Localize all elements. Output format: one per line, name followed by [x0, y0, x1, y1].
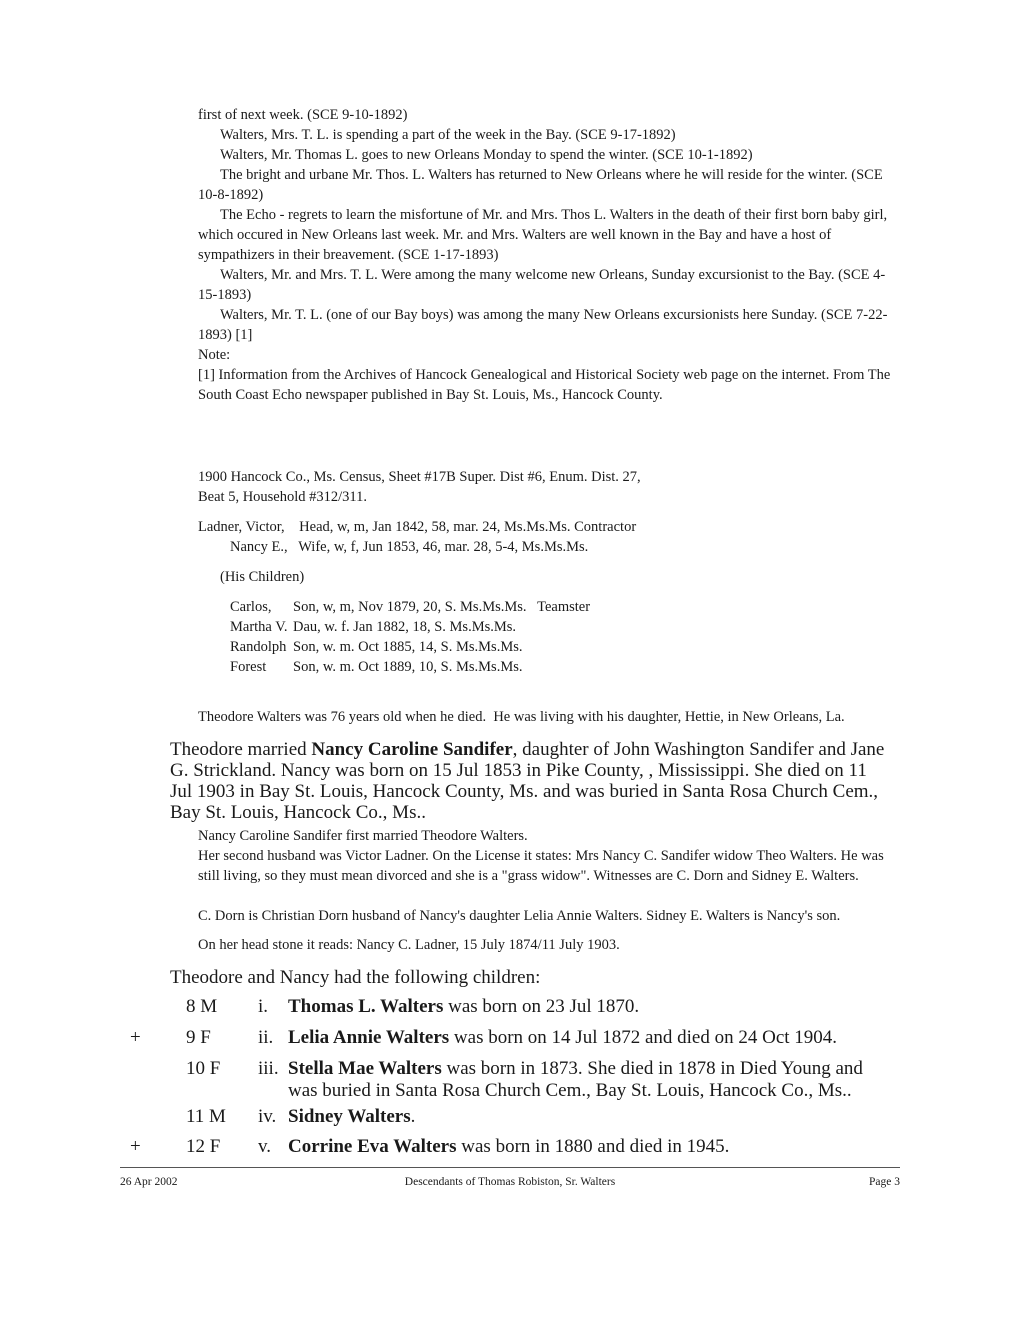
child-text [288, 1058, 878, 1102]
child-details: was born in 1873. She died in 1878 in Died Young and was buried in Santa Rosa Church Cem., Bay St. Louis, Hancock Co., Ms.. [288, 1058, 863, 1101]
child-name: Stella Mae Walters [288, 1058, 442, 1079]
note-line: Walters, Mr. and Mrs. T. L. Were among the many welcome new Orleans, Sunday excursionist to the Bay. (SCE 4-15-1893) [198, 267, 886, 303]
child-text [288, 996, 878, 1018]
spouse-note: C. Dorn is Christian Dorn husband of Nancy's daughter Lelia Annie Walters. Sidney E. Walters is Nancy's son. [198, 908, 841, 924]
marriage-details: , daughter of John Washington Sandifer and Jane G. Strickland. Nancy was born on 15 Jul 1853 in Pike County, , Mississippi. She died on 11 Jul 1903 in Bay St. Louis, Hancock County, Ms. and was buried in Santa Rosa Church Cem., Bay St. Louis, Hancock Co., Ms.. [170, 739, 885, 823]
child-entry [0, 1058, 1000, 1102]
child-entry [0, 1106, 1000, 1130]
child-text [288, 1136, 878, 1158]
footer-title: Descendants of Thomas Robiston, Sr. Walters [404, 1176, 616, 1188]
census-heading: 1900 Hancock Co., Ms. Census, Sheet #17B Super. Dist #6, Enum. Dist. 27, Beat 5, Household #312/311. [198, 469, 641, 505]
death-note: Theodore Walters was 76 years old when he died. He was living with his daughter, Hettie, in New Orleans, La. [198, 709, 845, 725]
census-child-row [230, 657, 830, 677]
child-roman: v. [258, 1136, 272, 1157]
child-roman: iii. [258, 1058, 279, 1079]
child-name: Sidney Walters [288, 1106, 411, 1127]
note-label: Note: [198, 347, 231, 363]
footer-date: 26 Apr 2002 [120, 1176, 178, 1188]
child-number: 9 F [186, 1027, 211, 1048]
census-wife: Nancy E., Wife, w, f, Jun 1853, 46, mar. 28, 5-4, Ms.Ms.Ms. [230, 539, 589, 555]
marriage-paragraph [170, 739, 890, 823]
census-child-row [230, 637, 830, 657]
note-line: The Echo - regrets to learn the misfortune of Mr. and Mrs. Thos L. Walters in the death of their first born baby girl, which occured in New Orleans last week. Mr. and Mrs. Walters are well known in the Bay and have a host of sympathizers in their breavement. (SCE 1-17-1893) [198, 207, 888, 263]
child-roman: ii. [258, 1027, 274, 1048]
child-number: 11 M [186, 1106, 226, 1127]
child-number: 10 F [186, 1058, 221, 1079]
child-details: was born in 1880 and died in 1945. [456, 1136, 730, 1157]
note-line: Walters, Mr. Thomas L. goes to new Orleans Monday to spend the winter. (SCE 10-1-1892) [220, 147, 753, 163]
child-details: was born on 23 Jul 1870. [443, 996, 640, 1017]
child-details: was born on 14 Jul 1872 and died on 24 Oct 1904. [449, 1027, 838, 1048]
child-text [288, 1027, 878, 1049]
child-roman: i. [258, 996, 269, 1017]
census-child-info: Son, w. m. Oct 1889, 10, S. Ms.Ms.Ms. [293, 659, 523, 675]
census-child-name: Martha V. [230, 619, 288, 635]
census-child-name: Forest [230, 659, 267, 675]
spouse-name: Nancy Caroline Sandifer [311, 739, 513, 760]
census-child-name: Randolph [230, 639, 287, 655]
children-heading: Theodore and Nancy had the following children: [170, 967, 541, 988]
footnote: [1] Information from the Archives of Hancock Genealogical and Historical Society web page on the internet. From The South Coast Echo newspaper published in Bay St. Louis, Ms., Hancock County. [198, 367, 891, 403]
child-entry [0, 1136, 1000, 1160]
note-line: The bright and urbane Mr. Thos. L. Walters has returned to New Orleans where he will reside for the winter. (SCE 10-8-1892) [198, 167, 883, 203]
census-children-label: (His Children) [220, 569, 305, 585]
census-head-of-household: Ladner, Victor, Head, w, m, Jan 1842, 58, mar. 24, Ms.Ms.Ms. Contractor [198, 519, 637, 535]
footer-page-number: Page 3 [869, 1176, 900, 1188]
descendant-marker: + [130, 1027, 141, 1048]
note-line: first of next week. (SCE 9-10-1892) [198, 107, 408, 123]
child-name: Lelia Annie Walters [288, 1027, 450, 1048]
footer-rule [120, 1167, 900, 1168]
census-child-row [230, 617, 830, 637]
child-name: Thomas L. Walters [288, 996, 444, 1017]
census-child-info: Dau, w. f. Jan 1882, 18, S. Ms.Ms.Ms. [293, 619, 517, 635]
child-number: 8 M [186, 996, 218, 1017]
marriage-prefix: Theodore married [170, 739, 312, 760]
spouse-note: Her second husband was Victor Ladner. On the License it states: Mrs Nancy C. Sandifer widow Theo Walters. He was still living, so they must mean divorced and she is a "grass widow". Witnesses are C. Dorn and Sidney E. Walters. [198, 848, 884, 884]
child-number: 12 F [186, 1136, 221, 1157]
headstone-note: On her head stone it reads: Nancy C. Ladner, 15 July 1874/11 July 1903. [198, 937, 620, 953]
note-line: Walters, Mrs. T. L. is spending a part of the week in the Bay. (SCE 9-17-1892) [220, 127, 676, 143]
child-entry [0, 1027, 1000, 1051]
census-child-info: Son, w. m. Oct 1885, 14, S. Ms.Ms.Ms. [293, 639, 523, 655]
child-roman: iv. [258, 1106, 277, 1127]
child-name: Corrine Eva Walters [288, 1136, 457, 1157]
child-details: . [410, 1106, 416, 1127]
descendant-marker: + [130, 1136, 141, 1157]
child-text [288, 1106, 878, 1128]
census-child-name: Carlos, [230, 599, 272, 615]
census-child-info: Son, w, m, Nov 1879, 20, S. Ms.Ms.Ms. Teamster [293, 599, 591, 615]
child-entry [0, 996, 1000, 1020]
census-child-row [230, 597, 830, 617]
spouse-note: Nancy Caroline Sandifer first married Theodore Walters. [198, 828, 528, 844]
note-line: Walters, Mr. T. L. (one of our Bay boys) was among the many New Orleans excursionists here Sunday. (SCE 7-22-1893) [1] [198, 307, 888, 343]
